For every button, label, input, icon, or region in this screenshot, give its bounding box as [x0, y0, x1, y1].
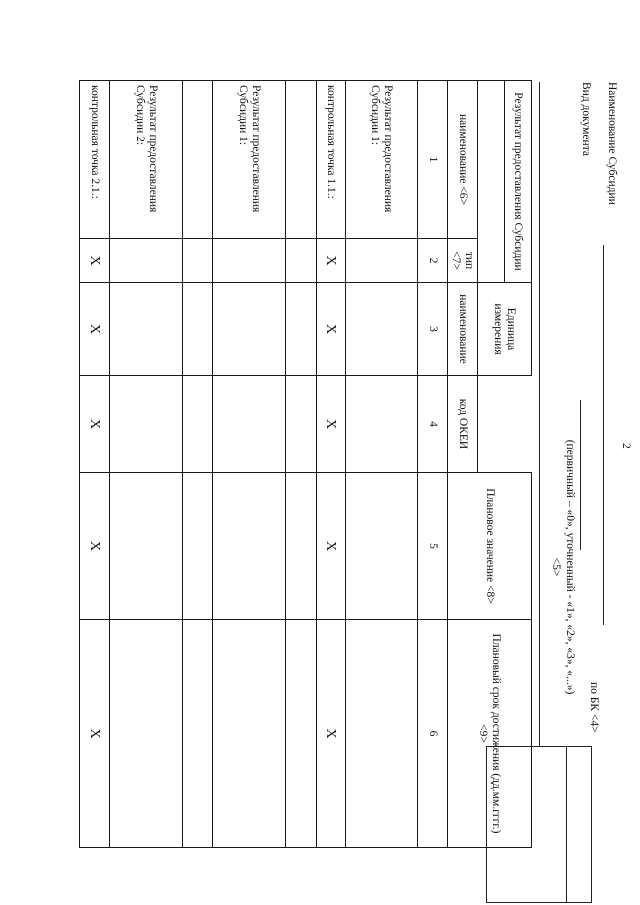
- row-label: Результат предоставления Субсидии 1:: [346, 81, 418, 239]
- col-number-5: 5: [418, 473, 448, 620]
- column-numbers-row: [418, 81, 448, 848]
- subheader-name: наименование <6>: [448, 81, 478, 239]
- table-row: [110, 81, 183, 848]
- col-number-6: 6: [418, 620, 448, 848]
- subsidy-name-label: Наименование Субсидии: [606, 82, 618, 205]
- subheader-unit-name: наименование: [448, 283, 478, 376]
- table-row: контрольная точка 1.1.: X X X X X: [317, 81, 346, 848]
- table-row: контрольная точка 2.1.: X X X X X: [80, 81, 110, 848]
- page-number: 2: [620, 443, 632, 449]
- doc-type-line: [580, 400, 581, 550]
- row-label: Результат предоставления Субсидии 1:: [213, 81, 286, 239]
- row-label: [183, 81, 213, 239]
- row-label: Результат предоставления Субсидии 2:: [110, 81, 183, 239]
- header-plan-value: Плановое значение <8>: [448, 473, 532, 620]
- col-number-2: 2: [418, 239, 448, 283]
- header-result: Результат предоставления Субсидии: [505, 81, 532, 283]
- subheader-okei: код ОКЕИ: [448, 376, 478, 473]
- col-number-4: 4: [418, 376, 448, 473]
- header-plan-date: Плановый срок достижения (дд.мм.гггг.) <9>: [448, 620, 532, 848]
- col-number-3: 3: [418, 283, 448, 376]
- doc-type-hint-ref: <5>: [550, 557, 562, 577]
- subsidy-name-line: [603, 245, 604, 625]
- header-separator: [539, 82, 540, 747]
- col-number-1: 1: [418, 81, 448, 239]
- subheader-type: тип <7>: [448, 239, 478, 283]
- row-label: контрольная точка 1.1.:: [317, 81, 346, 239]
- doc-type-hint: (первичный – «0», уточненный - «1», «2», «3», «...»): [564, 439, 576, 695]
- table-row: [213, 81, 286, 848]
- table-row: [346, 81, 418, 848]
- row-label: контрольная точка 2.1.:: [80, 81, 110, 239]
- table-row: [286, 81, 317, 848]
- doc-type-label: Вид документа: [580, 82, 592, 156]
- header-unit: Единица измерения: [478, 283, 532, 376]
- bk-label: по БК <4>: [588, 682, 600, 733]
- row-label: [286, 81, 317, 239]
- results-table: [79, 80, 532, 848]
- header-unit-okei-top: [478, 376, 532, 473]
- table-row: [183, 81, 213, 848]
